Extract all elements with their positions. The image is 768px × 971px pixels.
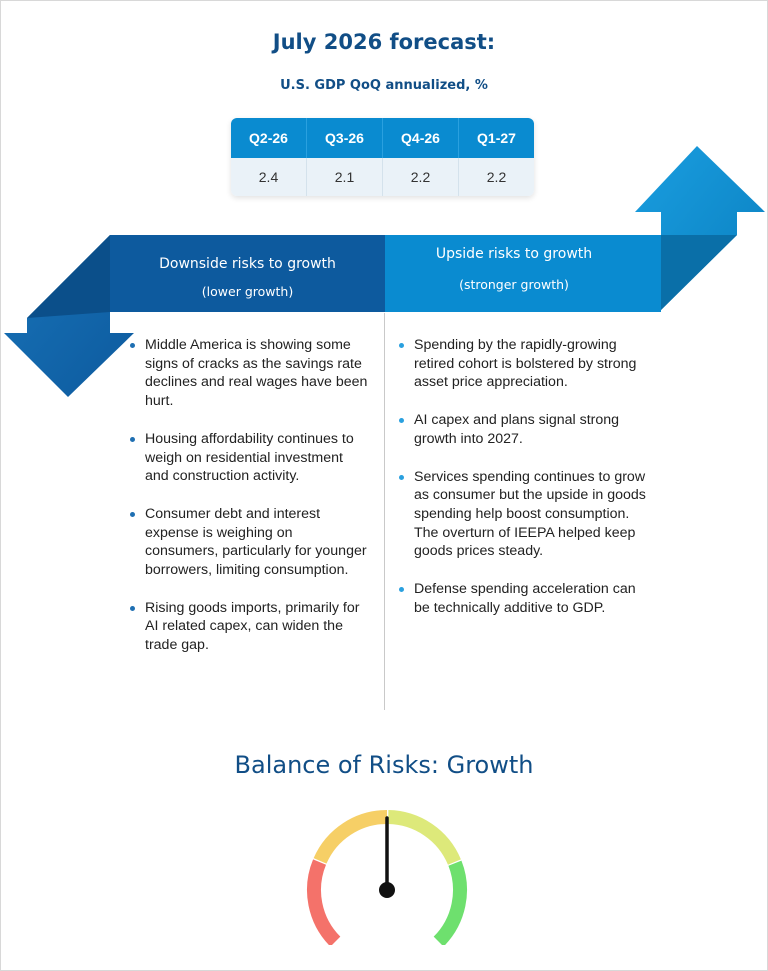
forecast-column-header: Q2-26 [249, 130, 288, 146]
balance-title: Balance of Risks: Growth [234, 751, 534, 779]
gauge-segment-red [314, 862, 335, 942]
upside-title: Upside risks to growth [435, 246, 593, 262]
list-item: Housing affordability continues to weigh on residential investment and construction activity. [129, 430, 369, 486]
gauge-segment-green [439, 863, 460, 941]
forecast-value: 2.1 [306, 158, 382, 196]
upside-risk-list [398, 336, 650, 636]
forecast-value: 2.2 [382, 158, 458, 196]
list-item: Spending by the rapidly-growing retired cohort is bolstered by strong asset price appreciation. [398, 336, 650, 392]
column-divider [384, 313, 385, 710]
risk-gauge [290, 795, 480, 945]
gauge-hub [379, 882, 395, 898]
downside-arrow-fold [27, 235, 110, 318]
gauge-segment-lime [388, 817, 454, 862]
upside-arrow-fold [661, 235, 737, 310]
upside-subtitle: (stronger growth) [459, 277, 569, 292]
downside-subtitle: (lower growth) [201, 284, 294, 299]
forecast-column-header: Q4-26 [382, 118, 458, 158]
downside-header [110, 256, 385, 299]
downside-title: Downside risks to growth [159, 256, 336, 272]
list-item: AI capex and plans signal strong growth into 2027. [398, 411, 650, 448]
forecast-value: 2.4 [258, 169, 279, 185]
forecast-column-header: Q1-27 [458, 118, 534, 158]
page-subtitle: U.S. GDP QoQ annualized, % [280, 78, 488, 93]
upside-header [385, 246, 643, 292]
list-item: Middle America is showing some signs of cracks as the savings rate declines and real wages have been hurt. [129, 336, 369, 411]
gauge-segment-yellow [320, 817, 387, 861]
forecast-column-header: Q3-26 [306, 118, 382, 158]
list-item: Rising goods imports, primarily for AI related capex, can widen the trade gap. [129, 599, 369, 655]
forecast-value: 2.2 [458, 158, 534, 196]
list-item: Consumer debt and interest expense is weighing on consumers, particularly for younger borrowers, limiting consumption. [129, 505, 369, 580]
downside-risk-list [129, 336, 369, 674]
list-item: Services spending continues to grow as consumer but the upside in goods spending help boost consumption. The overturn of IEEPA helped keep goods prices steady. [398, 468, 650, 562]
list-item: Defense spending acceleration can be technically additive to GDP. [398, 580, 650, 617]
page-title: July 2026 forecast: [272, 30, 496, 54]
